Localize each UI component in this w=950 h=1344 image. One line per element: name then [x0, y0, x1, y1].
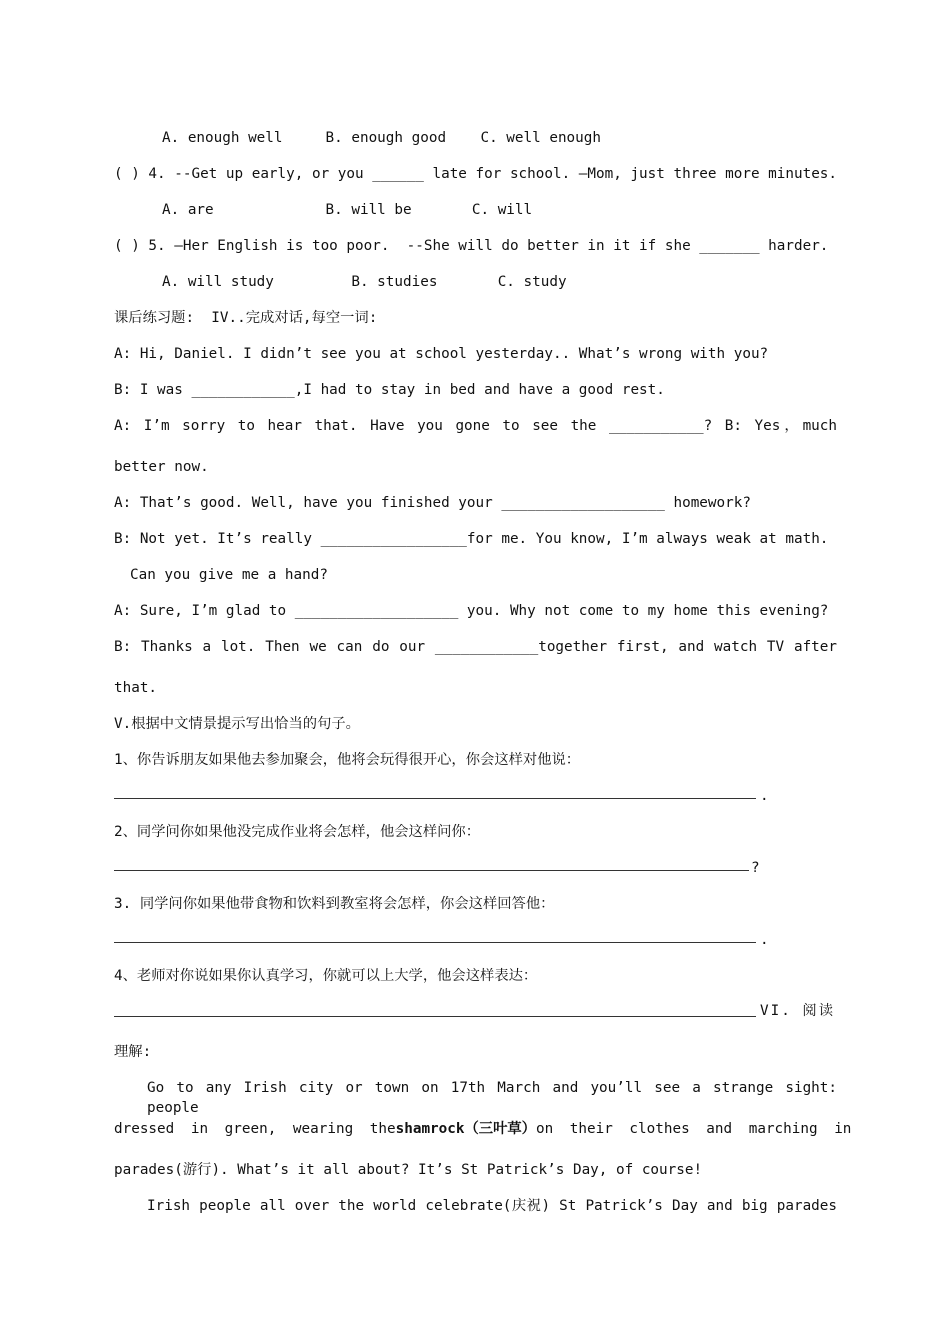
section-4-title: 课后练习题: IV..完成对话,每空一词:: [114, 310, 378, 326]
dialog-line-6: A: Sure, I’m glad to ___________________ you. Why not come to my home this evening?: [114, 603, 829, 619]
dialog-line-2: B: I was ____________,I had to stay in bed and have a good rest.: [114, 382, 665, 398]
reading-p2-line-1: Irish people all over the world celebrate(庆祝) St Patrick’s Day and big parades: [147, 1198, 837, 1214]
section-5-question-2: 2、同学问你如果他没完成作业将会怎样，他会这样问你：: [114, 824, 481, 840]
q3-options: A. enough well B. enough good C. well enough: [162, 130, 601, 146]
reading-p1-line-1: Go to any Irish city or town on 17th March and you’ll see a strange sight: people: [147, 1080, 837, 1116]
section-5-title: V.根据中文情景提示写出恰当的句子。: [114, 716, 360, 732]
reading-p1-line-2-pre: dressed in green, wearing the: [114, 1121, 396, 1137]
q4-options: A. are B. will be C. will: [162, 202, 533, 218]
question-4: ( ) 4. --Get up early, or you ______ late for school. –Mom, just three more minutes.: [114, 166, 838, 182]
dialog-line-3: A: I’m sorry to hear that. Have you gone to see the ___________? B: Yes，much: [114, 418, 837, 434]
answer-line-2-end: ?: [751, 860, 760, 876]
dialog-line-7-cont: that.: [114, 680, 158, 696]
answer-line-4: [114, 1016, 756, 1017]
reading-p1-line-3: parades(游行). What’s it all about? It’s St Patrick’s Day, of course!: [114, 1162, 703, 1178]
dialog-line-3-cont: better now.: [114, 459, 209, 475]
answer-line-2: [114, 870, 749, 871]
dialog-line-4: A: That’s good. Well, have you finished your ___________________ homework?: [114, 495, 751, 511]
section-6-title-cont: 理解:: [114, 1044, 152, 1060]
dialog-line-7: B: Thanks a lot. Then we can do our ____________together first, and watch TV after: [114, 639, 837, 655]
dialog-line-5: B: Not yet. It’s really _________________for me. You know, I’m always weak at math.: [114, 531, 829, 547]
section-5-question-1: 1、你告诉朋友如果他去参加聚会，他将会玩得很开心，你会这样对他说：: [114, 752, 581, 768]
answer-line-3: [114, 942, 756, 943]
section-5-question-3: 3. 同学问你如果他带食物和饮料到教室将会怎样，你会这样回答他：: [114, 896, 555, 912]
section-6-title-start: VI. 阅读: [760, 1003, 836, 1019]
question-5: ( ) 5. –Her English is too poor. --She will do better in it if she _______ harder.: [114, 238, 829, 254]
reading-p1-line-2-post: on their clothes and marching in: [535, 1121, 852, 1137]
dialog-line-1: A: Hi, Daniel. I didn’t see you at school yesterday.. What’s wrong with you?: [114, 346, 769, 362]
answer-line-1-end: .: [760, 788, 769, 804]
reading-p1-line-2-bold: shamrock（三叶草）: [395, 1121, 536, 1137]
answer-line-3-end: .: [760, 932, 769, 948]
reading-p1-line-2: [114, 1119, 852, 1139]
section-5-question-4: 4、老师对你说如果你认真学习，你就可以上大学，他会这样表达：: [114, 968, 538, 984]
answer-line-1: [114, 798, 756, 799]
q5-options: A. will study B. studies C. study: [162, 274, 567, 290]
dialog-line-5-cont: Can you give me a hand?: [130, 567, 328, 583]
